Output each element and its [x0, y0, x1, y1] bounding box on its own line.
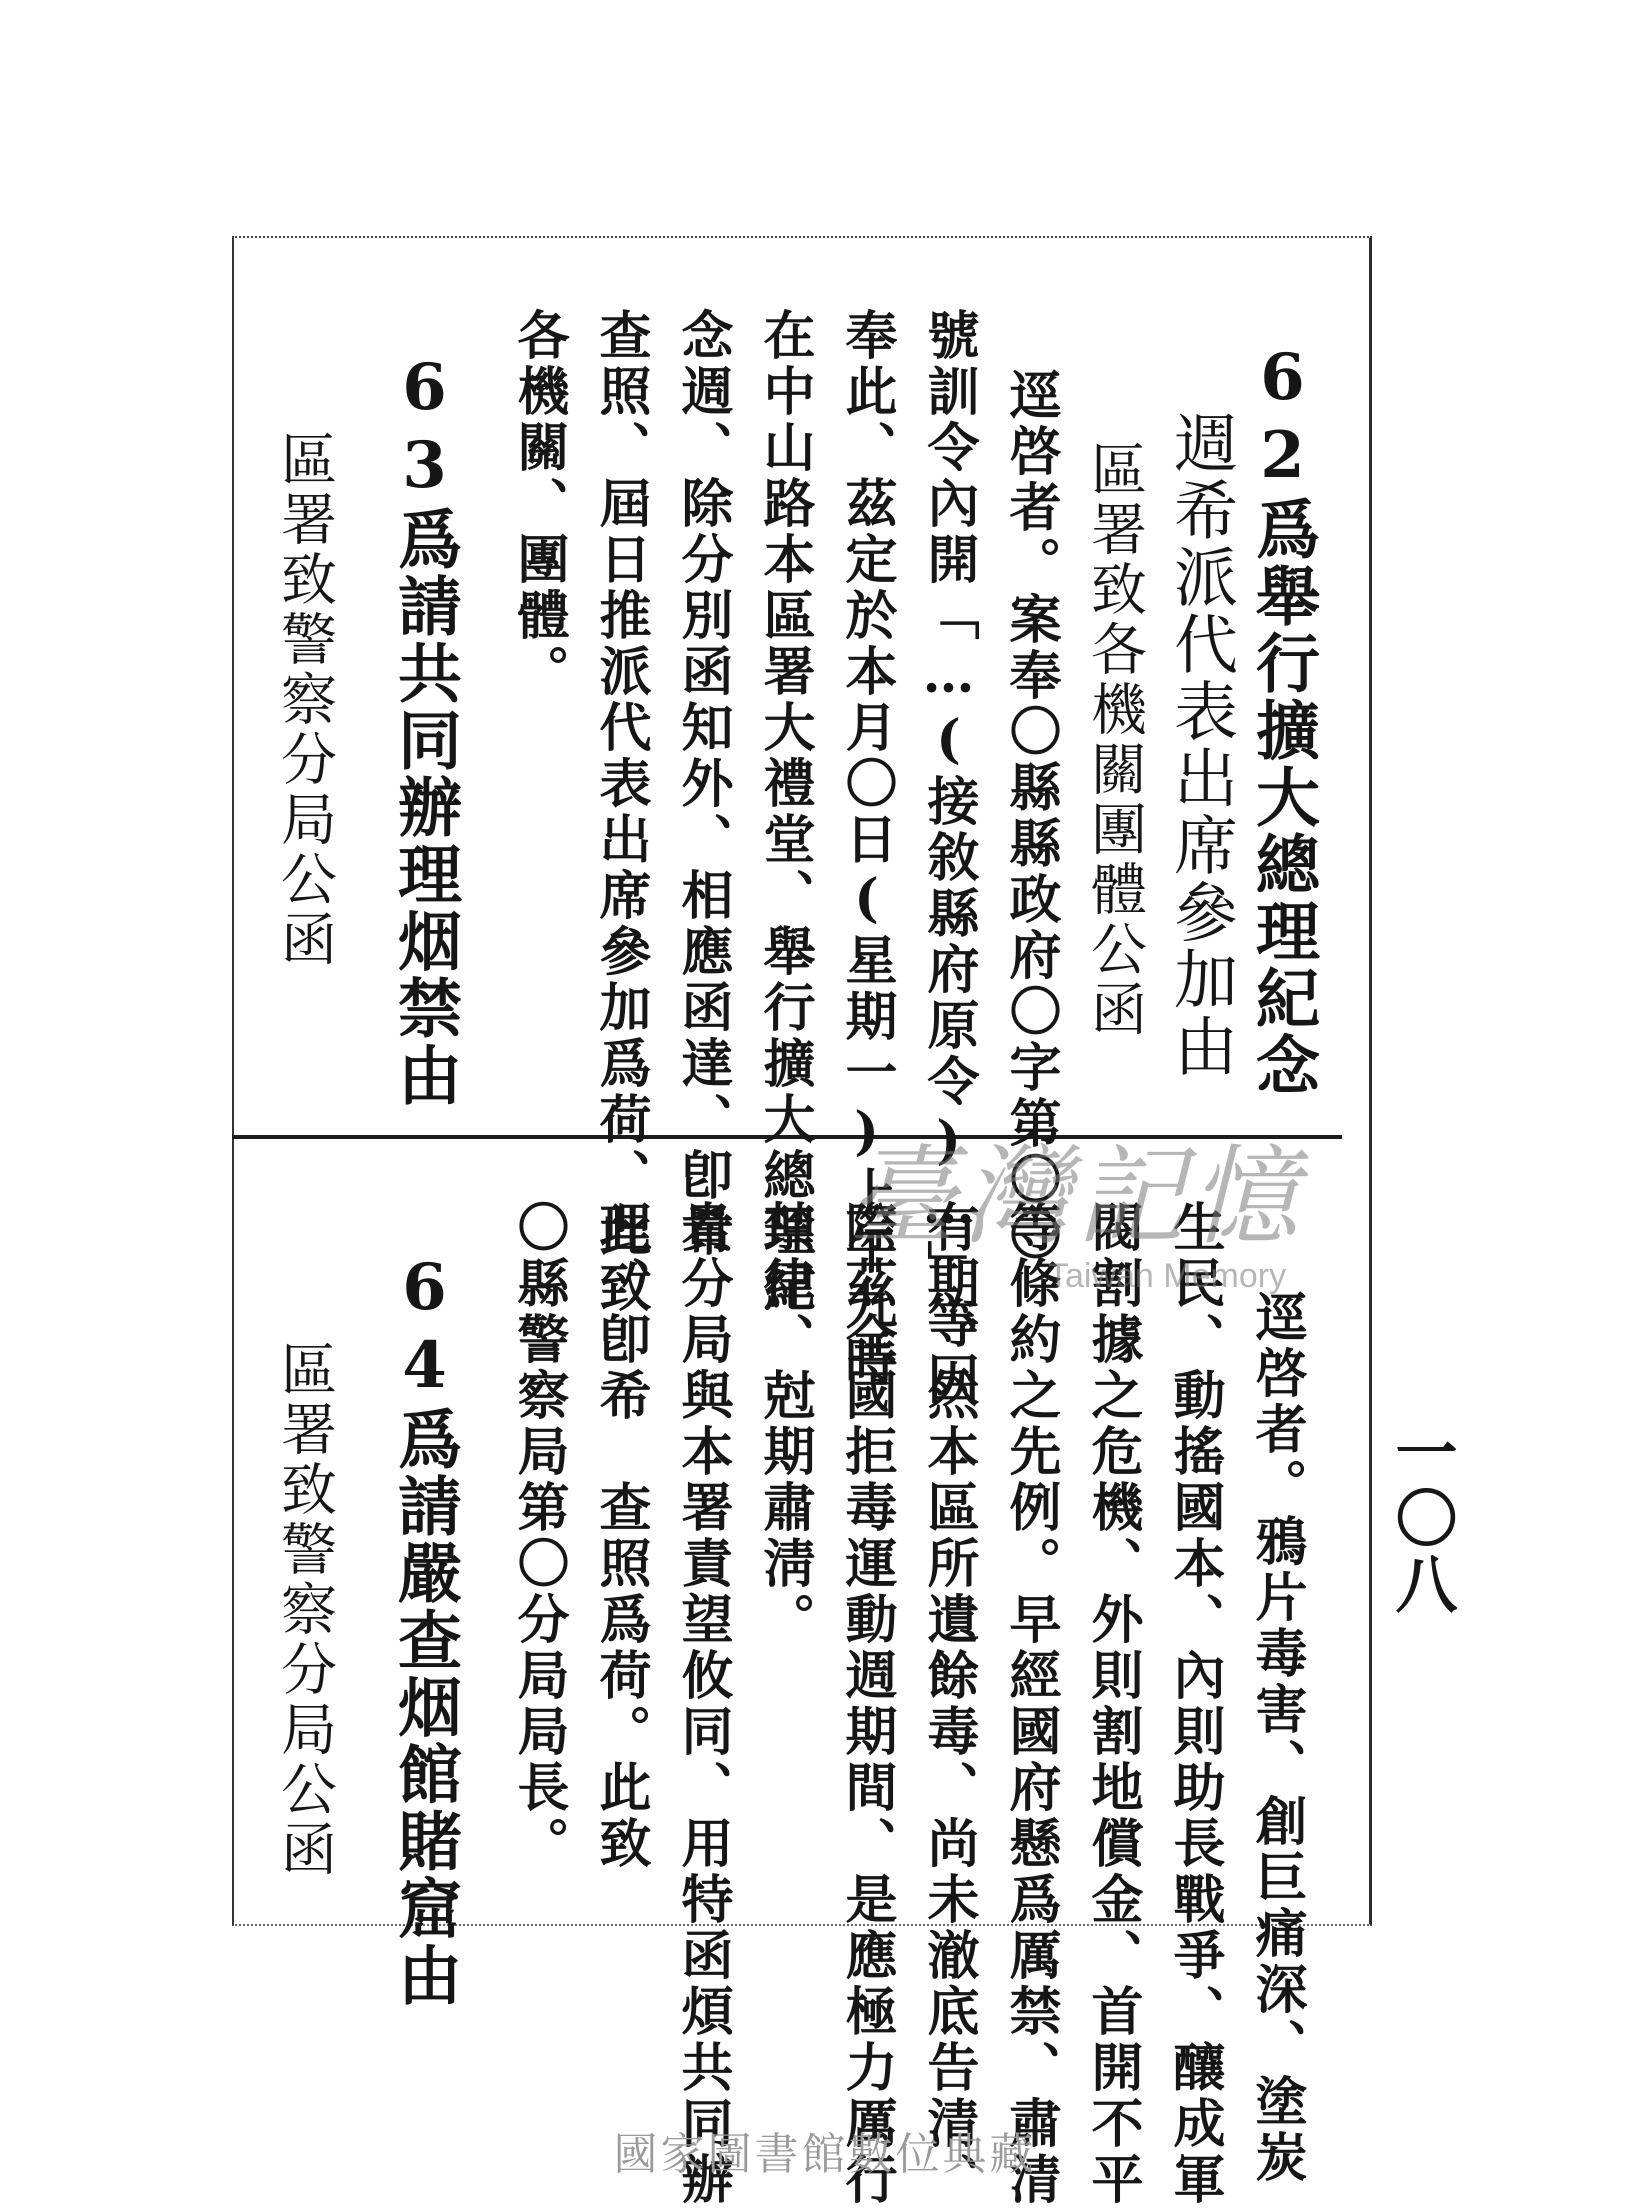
section64-title: 64爲請嚴查烟館賭窟由 — [387, 1250, 462, 2009]
section63-sender: 區署致警察分局公函 — [272, 430, 337, 970]
section62-body-line1: 逕啓者。案奉〇縣縣政府〇字第〇〇 — [1000, 368, 1061, 1264]
section64-body-line4: 等條約之先例。早經國府懸爲厲禁、肅清 — [1000, 1200, 1061, 2208]
watermark-en: Taiwan Memory — [1048, 1257, 1287, 1295]
page-number: 一〇八 — [1385, 1420, 1458, 1618]
section64-body-line9: 理、卽希 查照爲荷。此致 — [590, 1200, 651, 1872]
section64-body-line5: 有期、然本區所遺餘毒、尚未澈底告清、 — [918, 1200, 979, 2208]
section62-body-line5: 念週、除分別函知外、相應函達、卽希 — [672, 308, 733, 1260]
section64-sender: 區署致警察分局公函 — [272, 1340, 337, 1880]
section62-title-line2: 週希派代表出席參加由 — [1163, 410, 1237, 1080]
section62-body-line2: 號訓令內開「…(接敘縣府原令)…」等因 — [918, 308, 979, 1408]
footer-credit: 國家圖書館數位典藏 — [613, 2129, 1037, 2180]
section64-body-line6: 際茲全國拒毒運動週期間、是應極力厲行 — [836, 1200, 897, 2208]
watermark-zh: 臺灣記憶 — [848, 1135, 1305, 1260]
section64-body-line7: 禁律、尅期肅淸。 — [754, 1200, 815, 1648]
section62-body-line6: 查照、屆日推派代表出席參加爲荷、此致 — [590, 308, 651, 1316]
section64-body-line3: 閥割據之危機、外則割地償金、首開不平 — [1082, 1200, 1143, 2208]
section62-sender: 區署致各機關團體公函 — [1082, 440, 1147, 1040]
section64-body-line2: 生民、動搖國本、內則助長戰爭、釀成軍 — [1164, 1200, 1225, 2208]
section62-body-line4: 在中山路本區署大禮堂、舉行擴大總理紀 — [754, 308, 815, 1316]
section62-title-line1: 62爲舉行擴大總理紀念 — [1245, 340, 1320, 1099]
section64-body-line10: 〇縣警察局第〇分局局長。 — [508, 1200, 569, 1872]
section64-body-line1: 逕啓者。鴉片毒害、創巨痛深、塗炭 — [1246, 1290, 1307, 2186]
section62-body-line3: 奉此、茲定於本月〇日(星期一)上午九時 — [836, 308, 897, 1390]
section62-body-line7: 各機關、團體。 — [508, 308, 569, 700]
section63-title: 63爲請共同辦理烟禁由 — [387, 350, 462, 1109]
section64-body-line8: 貴分局與本署責望攸同、用特函煩共同辦 — [672, 1200, 733, 2208]
watermark-logo — [848, 1110, 1304, 1296]
